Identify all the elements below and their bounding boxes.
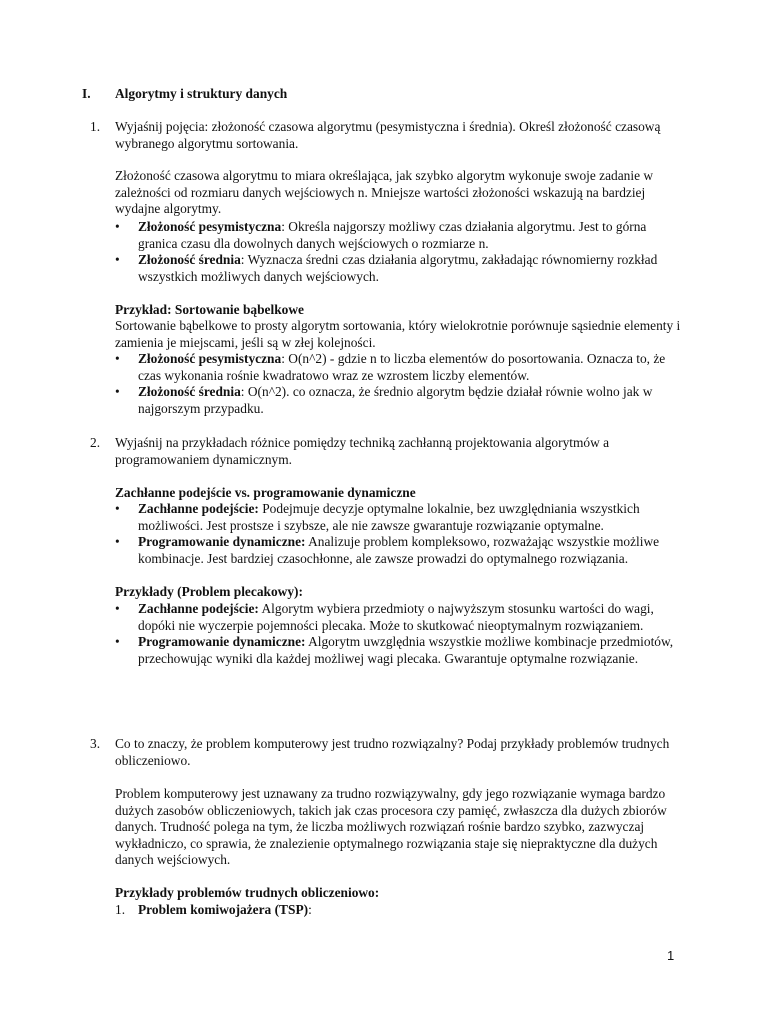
bullet-icon: •	[115, 384, 120, 400]
bullet-term: Programowanie dynamiczne:	[138, 634, 306, 650]
list-item-term: Problem komiwojażera (TSP)	[138, 902, 309, 917]
bullet-text: : Wyznacza średni czas działania algorytmu, zakładając równomierny rozkład wszystkich możliwych danych wejściowych.	[138, 252, 658, 284]
question-1-number: 1.	[90, 119, 101, 134]
list-item	[115, 252, 687, 285]
list-item	[115, 634, 687, 667]
bullet-term: Złożoność pesymistyczna	[138, 219, 282, 234]
bullet-icon: •	[115, 501, 120, 516]
bullet-term: Zachłanne podejście:	[138, 601, 259, 616]
question-2-heading: Zachłanne podejście vs. programowanie dynamiczne	[115, 485, 416, 500]
question-2-examples-heading: Przykłady (Problem plecakowy):	[115, 584, 303, 599]
bullet-icon: •	[115, 601, 120, 616]
bullet-text: : Określa najgorszy możliwy czas działania algorytmu. Jest to górna granica czasu dla dowolnych danych wejściowych o rozmiarze n.	[138, 219, 647, 251]
bullet-term: Złożoność pesymistyczna	[138, 351, 282, 366]
list-item-text: :	[308, 902, 312, 917]
question-2-text: Wyjaśnij na przykładach różnice pomiędzy techniką zachłanną projektowania algorytmów a programowaniem dynamicznym.	[115, 435, 610, 467]
bullet-term: Złożoność średnia	[138, 384, 241, 400]
bullet-text: : O(n^2) - gdzie n to liczba elementów do posortowania. Oznacza to, że czas wykonania rośnie kwadratowo wraz ze wzrostem liczby elementów.	[138, 351, 666, 383]
list-item	[115, 902, 687, 919]
bullet-icon: •	[115, 534, 120, 550]
question-3-text: Co to znaczy, że problem komputerowy jest trudno rozwiązalny? Podaj przykłady problemów trudnych obliczeniowo.	[115, 736, 670, 768]
section-title: Algorytmy i struktury danych	[115, 86, 288, 101]
question-2-example-bullet-list	[115, 601, 687, 667]
question-3-number: 3.	[90, 736, 101, 751]
list-item	[115, 219, 687, 252]
question-1-example-bullet-list	[115, 351, 687, 417]
bullet-text: Algorytm uwzględnia wszystkie możliwe kombinacje przedmiotów, przechowując wyniki dla każdej możliwej wagi plecaka. Gwarantuje optymalne rozwiązanie.	[138, 634, 674, 666]
question-3-numbered-list	[115, 902, 687, 919]
question-3-examples-heading: Przykłady problemów trudnych obliczeniowo:	[115, 885, 380, 900]
bullet-text: Podejmuje decyzje optymalne lokalnie, bez uwzględniania wszystkich możliwości. Jest prostsze i szybsze, ale nie zawsze gwarantuje rozwiązanie optymalne.	[138, 501, 640, 533]
question-3-answer: Problem komputerowy jest uznawany za trudno rozwiązywalny, gdy jego rozwiązanie wymaga bardzo dużych zasobów obliczeniowych, takich jak czas procesora czy pamięć, zwłaszcza dla dużych zbiorów danych. Trudność polega na tym, że liczba możliwych rozwiązań rośnie bardzo szybko, zazwyczaj wykładniczo, co sprawia, że znalezienie optymalnego rozwiązania staje się niepraktyczne dla dużych danych wejściowych.	[115, 786, 667, 868]
page-number: 1	[667, 948, 675, 963]
bullet-icon: •	[115, 219, 120, 234]
question-1-bullet-list	[115, 219, 687, 285]
bullet-icon: •	[115, 351, 120, 366]
bullet-icon: •	[115, 252, 120, 268]
bullet-term: Zachłanne podejście:	[138, 501, 259, 516]
question-1-example-heading: Przykład: Sortowanie bąbelkowe	[115, 302, 304, 317]
section-roman-numeral: I.	[82, 86, 91, 101]
list-item-number: 1.	[115, 902, 126, 917]
list-item	[115, 601, 687, 634]
list-item	[115, 384, 687, 417]
list-item	[115, 351, 687, 384]
bullet-term: Programowanie dynamiczne:	[138, 534, 306, 550]
bullet-text: : O(n^2). co oznacza, że średnio algorytm będzie działał równie wolno jak w najgorszym przypadku.	[138, 384, 653, 416]
list-item	[115, 501, 687, 534]
question-1-intro: Złożoność czasowa algorytmu to miara określająca, jak szybko algorytm wykonuje swoje zadanie w zależności od rozmiaru danych wejściowych n. Mniejsze wartości złożoności wskazują na bardziej wydajne algorytmy.	[115, 168, 654, 217]
question-2-number: 2.	[90, 435, 101, 450]
question-2-bullet-list	[115, 501, 687, 567]
bullet-term: Złożoność średnia	[138, 252, 241, 268]
question-1-text: Wyjaśnij pojęcia: złożoność czasowa algorytmu (pesymistyczna i średnia). Określ złożoność czasową wybranego algorytmu sortowania.	[115, 119, 661, 151]
question-1-example-text: Sortowanie bąbelkowe to prosty algorytm sortowania, który wielokrotnie porównuje sąsiednie elementy i zamienia je miejscami, jeśli są w złej kolejności.	[115, 318, 681, 350]
bullet-icon: •	[115, 634, 120, 650]
bullet-text: Algorytm wybiera przedmioty o najwyższym stosunku wartości do wagi, dopóki nie wyczerpie pojemności plecaka. Może to skutkować nieoptymalnym rozwiązaniem.	[138, 601, 654, 633]
bullet-text: Analizuje problem kompleksowo, rozważając wszystkie możliwe kombinacje. Jest bardziej czasochłonne, ale zawsze prowadzi do optymalnego rozwiązania.	[138, 534, 660, 566]
list-item	[115, 534, 687, 567]
